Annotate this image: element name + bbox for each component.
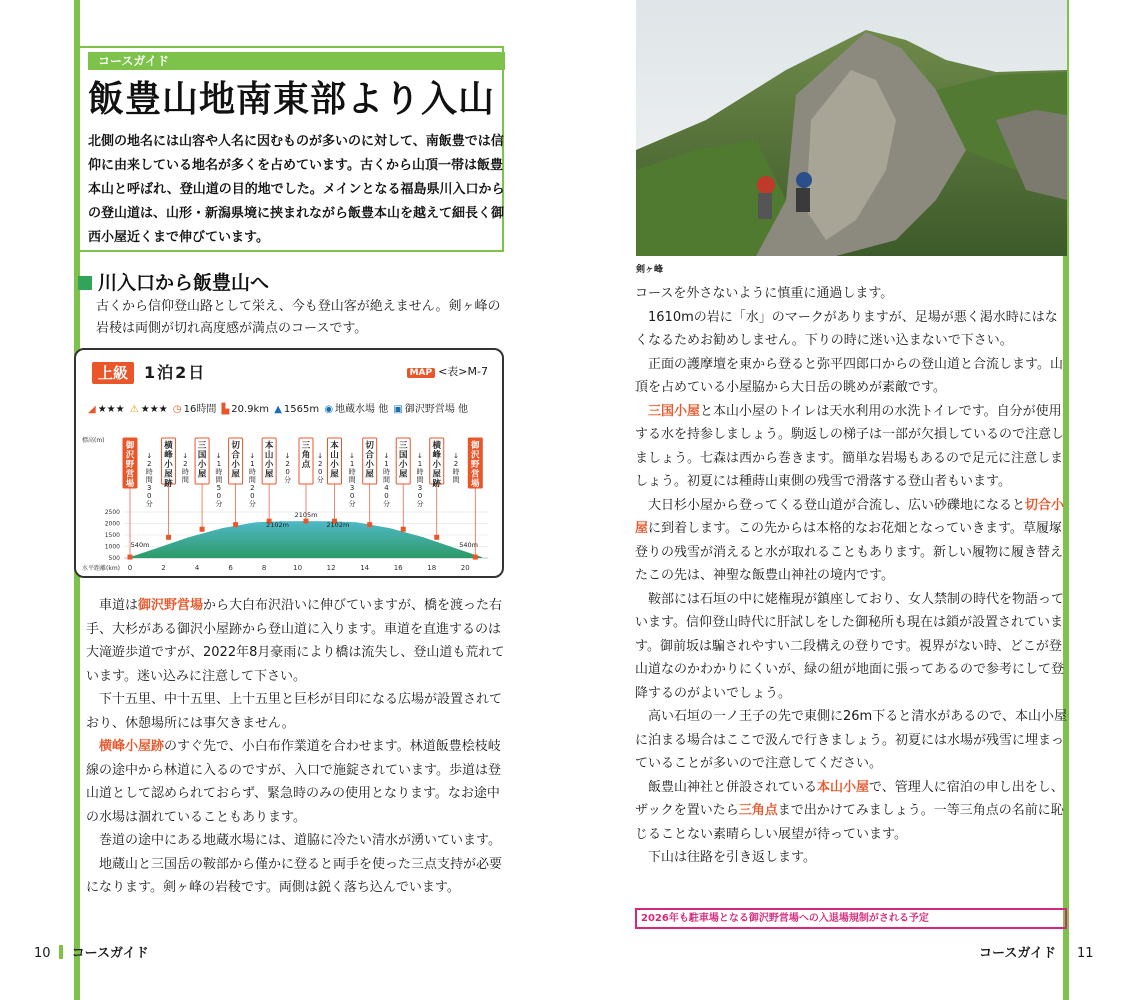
- x-tick-label: 18: [427, 564, 437, 572]
- elevation-profile: [80, 432, 500, 574]
- highlighted-place: 切合小屋: [635, 497, 1065, 536]
- body-paragraph: [635, 494, 1067, 588]
- leg-time: ↓ 1 時間 2 0 分: [248, 452, 256, 508]
- text-run: 鞍部には石垣の中に姥権現が鎮座しており、女人禁制の時代を物語っています。信仰登山時代に肝試しをした御秘所も現在は鎖が設置されています。御前坂は騙されやすい二段構えの登りです。視界がない時、どこが登山道なのかわかりにくいが、緑の紐が地面に張ってあるので参考にして登降するのがよいでしょう。: [635, 591, 1065, 701]
- section-lead: 古くから信仰登山路として栄え、今も登山客が絶えません。剣ヶ峰の岩稜は両側が切れ高度感が満点のコースです。: [96, 299, 501, 336]
- y-tick-label: 500: [108, 555, 120, 562]
- left-folio-label: コースガイド: [71, 946, 149, 961]
- mountain-icon: ▲: [274, 404, 282, 415]
- course-distance: 20.9km: [231, 404, 270, 415]
- leg-time: ↓ 1 時間 3 0 分: [416, 452, 424, 508]
- text-run: から大白布沢沿いに伸びていますが、橋を渡った右手、大杉がある御沢小屋跡から登山道に入ります。車道を直進するのは大滝遊歩道ですが、2022年8月豪雨により橋は流失し、登山道も荒れています。迷い込みに注意して下さい。: [86, 598, 505, 684]
- stop-label: 三角点: [301, 441, 311, 470]
- stop-label: 御沢野営場: [125, 441, 135, 489]
- y-tick-label: 2500: [104, 509, 120, 516]
- x-tick-label: 0: [127, 564, 133, 572]
- photo-caption: 剣ヶ峰: [636, 265, 664, 275]
- body-paragraph: [635, 705, 1067, 776]
- left-body-text: [86, 594, 506, 900]
- stop-label: 横峰小屋跡: [164, 441, 173, 489]
- left-folio: [34, 944, 149, 964]
- toilet-icon: ▣: [393, 404, 403, 415]
- level-badge: 上級: [92, 362, 134, 384]
- elevation-label: 540m: [130, 541, 150, 550]
- stop-marker: [473, 555, 478, 560]
- danger-icon: ⚠: [129, 404, 139, 415]
- stamina-stars: ★★★: [97, 404, 125, 415]
- body-paragraph: [635, 353, 1067, 400]
- elevation-area: [130, 521, 482, 558]
- page-title: 飯豊山地南東部より入山: [88, 79, 496, 120]
- map-ref-text: <表>M-7: [438, 365, 488, 378]
- intro-text: 北側の地名には山容や人名に因むものが多いのに対して、南飯豊では信仰に由来している地名が多くを占めています。古くから山頂一帯は飯豊本山と呼ばれ、登山道の目的地でした。メインとなる福島県川入口からの登山道は、山形・新潟県境に挟まれながら飯豊本山を越えて細長く御西小屋近くまで伸びています。: [88, 134, 505, 245]
- highlighted-place: 三国小屋: [648, 403, 701, 419]
- text-run: のすぐ先で、小白布作業道を合わせます。林道飯豊桧枝岐線の途中から林道に入るのですが、入口で施錠されています。歩道は登山道として認められておらず、緊急時のみの使用となります。なお途中の水場は涸れていることもあります。: [86, 739, 501, 825]
- text-run: 1610mの岩に「水」のマークがありますが、足場が悪く渇水時にはなくなるためお勧めしません。下りの時に迷い込まないで下さい。: [635, 309, 1058, 348]
- notice-box: 2026年も駐車場となる御沢野営場への入退場規制がされる予定: [635, 908, 1067, 929]
- leg-time: ↓ 2 時間 3 0 分: [145, 452, 153, 508]
- stop-marker: [367, 522, 372, 527]
- x-tick-label: 14: [360, 564, 370, 572]
- x-tick-label: 20: [460, 564, 470, 572]
- elevation-label: 2102m: [326, 521, 350, 530]
- danger-stars: ★★★: [140, 404, 168, 415]
- elevation-label: 2102m: [266, 521, 289, 530]
- ridge-photo: [636, 0, 1067, 256]
- text-run: 高い石垣の一ノ王子の先で東側に26m下ると清水があるので、本山小屋に泊まる場合はここで汲んで行きましょう。初夏には水場が残雪に埋まっていることが多いので注意してください。: [635, 709, 1067, 771]
- stop-marker: [401, 527, 406, 532]
- highlighted-place: 横峰小屋跡: [99, 739, 165, 754]
- leg-time: ↓ 1 時間 3 0 分: [348, 452, 356, 508]
- course-stats: [88, 402, 498, 418]
- map-reference: [407, 364, 488, 381]
- text-run: 車道は: [99, 598, 139, 613]
- elevation-label: 540m: [459, 541, 478, 550]
- text-run: まで出かけてみましょう。一等三角点の名前に恥じることない素晴らしい展望が待っています。: [635, 803, 1064, 842]
- text-run: 下十五里、中十五里、上十五里と巨杉が目印になる広場が設置されており、休憩場所には事欠きません。: [86, 692, 503, 731]
- section-heading: [78, 268, 269, 295]
- course-time: 16時間: [183, 404, 217, 415]
- folio-bar: [1065, 945, 1069, 959]
- leg-time: ↓ 1 時間 5 0 分: [215, 452, 223, 508]
- course-ascent: 1565m: [283, 404, 320, 415]
- y-axis-label: 標高(m): [82, 437, 105, 444]
- x-tick-label: 8: [261, 564, 267, 572]
- x-tick-label: 16: [393, 564, 403, 572]
- body-paragraph: [86, 829, 506, 853]
- text-run: 正面の護摩壇を東から登ると弥平四郎口からの登山道と合流します。山頂を占めている小屋脇から大日岳の眺めが素敵です。: [635, 356, 1063, 395]
- green-square-icon: [78, 276, 92, 290]
- right-folio-label: コースガイド: [979, 946, 1056, 961]
- stop-label: 切合小屋: [365, 441, 374, 480]
- body-paragraph: [635, 400, 1067, 494]
- body-paragraph: [86, 735, 506, 829]
- x-axis-label: 水平距離(km): [82, 565, 121, 572]
- x-tick-label: 6: [228, 564, 233, 572]
- body-paragraph: [635, 282, 1067, 306]
- y-tick-label: 1500: [104, 532, 120, 539]
- text-run: 巻道の途中にある地蔵水場には、道脇に冷たい清水が湧いています。: [99, 833, 501, 848]
- body-paragraph: [635, 588, 1067, 706]
- highlighted-place: 三角点: [738, 803, 778, 818]
- stop-label: 本山小屋: [264, 441, 274, 480]
- text-run: 大日杉小屋から登ってくる登山道が合流し、広い砂礫地になると: [648, 497, 1026, 513]
- text-run: で、管理人に宿泊の申し出をし、ザックを置いたら: [635, 779, 1064, 818]
- duration-days: 1泊2日: [144, 363, 207, 382]
- body-paragraph: [86, 688, 506, 735]
- stop-label: 御沢野営場: [471, 441, 480, 489]
- text-run: コースを外さないように慎重に通過します。: [635, 286, 894, 301]
- clock-icon: ◷: [172, 404, 182, 415]
- stop-label: 本山小屋: [330, 441, 339, 480]
- text-run: 飯豊山神社と併設されている: [648, 779, 818, 795]
- x-tick-label: 2: [161, 564, 166, 572]
- body-paragraph: [635, 306, 1067, 353]
- stop-marker: [166, 535, 171, 540]
- body-paragraph: [86, 594, 506, 688]
- leg-time: ↓ 2 時間: [181, 452, 189, 484]
- y-tick-label: 1000: [104, 543, 120, 551]
- boot-icon: ▙: [221, 404, 230, 415]
- stop-label: 三国小屋: [398, 441, 408, 480]
- guide-tag: コースガイド: [88, 52, 505, 70]
- leg-time: ↓ 2 0 分: [284, 452, 292, 484]
- toilet-location: 御沢野営場 他: [404, 404, 469, 415]
- body-paragraph: [635, 776, 1067, 847]
- right-folio: [979, 944, 1094, 964]
- x-tick-label: 10: [293, 564, 303, 572]
- body-paragraph: [86, 853, 506, 900]
- x-tick-label: 4: [194, 564, 200, 572]
- stop-marker: [304, 519, 309, 524]
- y-tick-label: 2000: [104, 520, 120, 528]
- folio-bar: [59, 945, 63, 959]
- stop-marker: [200, 527, 205, 532]
- stop-label: 三国小屋: [197, 441, 207, 480]
- highlighted-place: 本山小屋: [817, 779, 870, 795]
- stop-label: 切合小屋: [231, 441, 240, 480]
- stop-marker: [233, 522, 238, 527]
- highlighted-place: 御沢野営場: [138, 598, 204, 613]
- body-paragraph: [635, 846, 1067, 870]
- stop-label: 横峰小屋跡: [432, 441, 442, 489]
- x-tick-label: 12: [326, 564, 336, 572]
- leg-time: ↓ 2 0 分: [316, 452, 324, 484]
- stop-marker: [128, 555, 133, 560]
- left-page-number: 10: [34, 946, 51, 961]
- right-page-number: 11: [1077, 946, 1094, 961]
- leg-time: ↓ 1 時間 4 0 分: [382, 452, 390, 508]
- right-body-text: [635, 282, 1067, 870]
- map-badge: MAP: [407, 368, 436, 378]
- elevation-label: 2105m: [294, 511, 318, 520]
- stamina-icon: ◢: [88, 404, 96, 415]
- leg-time: ↓ 2 時間: [452, 452, 460, 484]
- course-header-box: [74, 46, 504, 252]
- text-run: に到着します。この先からは本格的なお花畑となっていきます。草履塚登りの残雪が消えると水が取れることもあります。新しい履物に履き替えたこの先は、神聖な飯豊山神社の境内です。: [635, 521, 1063, 583]
- water-source: 地蔵水場 他: [335, 404, 389, 415]
- course-card: [74, 348, 504, 578]
- stop-marker: [434, 535, 439, 540]
- text-run: と本山小屋のトイレは天水利用の水洗トイレです。自分が使用する水を持参しましょう。駒返しの梯子は一部が欠損しているので注意しましょう。七森は西から巻きます。簡単な岩場もあるので足元に注意しましょう。初夏には種蒔山東側の残雪で滑落する登山者もいます。: [635, 403, 1065, 489]
- water-icon: ◉: [324, 404, 334, 415]
- text-run: 地蔵山と三国岳の鞍部から僅かに登ると両手を使った三点支持が必要になります。剣ヶ峰の岩稜です。両側は鋭く落ち込んでいます。: [86, 856, 503, 895]
- section-title: 川入口から飯豊山へ: [98, 272, 270, 294]
- text-run: 下山は往路を引き返します。: [648, 850, 816, 865]
